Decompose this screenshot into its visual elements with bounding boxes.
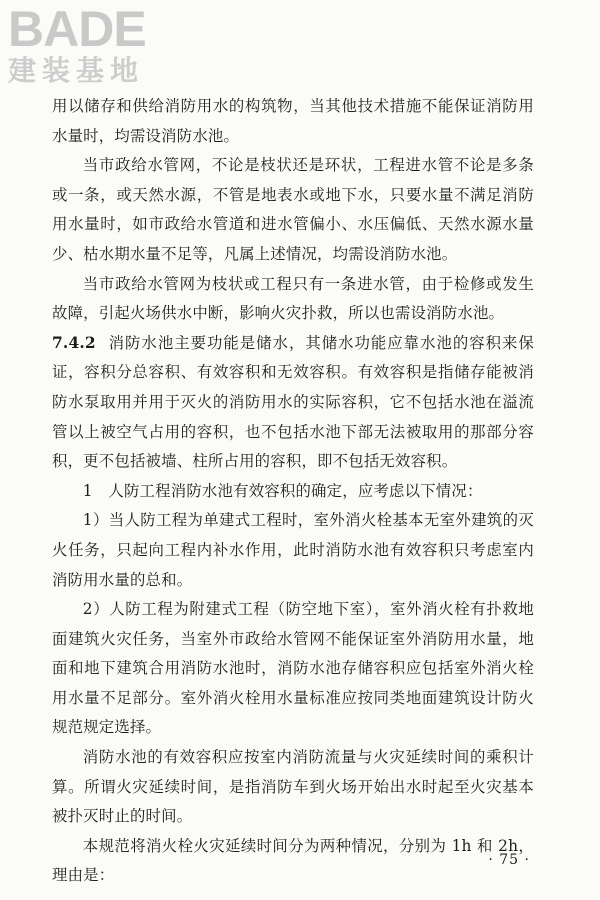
paragraph-continuation: 用以储存和供给消防用水的构筑物，当其他技术措施不能保证消防用水量时，均需设消防水池。 <box>52 97 534 145</box>
document-body <box>52 92 534 891</box>
paragraph-effective-volume: 消防水池的有效容积应按室内消防流量与火灾延续时间的乘积计算。所谓火灾延续时间，是指消防车到火场开始出水时起至火灾基本被扑灭时止的时间。 <box>52 748 534 826</box>
item-1-1: 1）当人防工程为单建式工程时，室外消火栓基本无室外建筑的灭火任务，只起向工程内补水作用，此时消防水池有效容积只考虑室内消防用水量的总和。 <box>52 511 534 589</box>
item-1: 1 人防工程消防水池有效容积的确定，应考虑以下情况： <box>82 481 483 500</box>
section-text: 消防水池主要功能是储水，其储水功能应靠水池的容积来保证，容积分总容积、有效容积和无效容积。有效容积是指储存能被消防水泵取用并用于灭火的消防用水的实际容积，它不包括水池在溢流管以上被空气占用的容积，也不包括水池下部无法被取用的那部分容积，更不包括被墙、柱所占用的容积，即不包括无效容积。 <box>52 333 534 471</box>
paragraph-duration: 本规范将消火栓火灾延续时间分为两种情况，分别为 1h 和 2h，理由是： <box>52 836 534 885</box>
paragraph-branch-network: 当市政给水管网为枝状或工程只有一条进水管，由于检修或发生故障，引起火场供水中断，影响火灾扑救，所以也需设消防水池。 <box>52 274 534 323</box>
section-7-4-2 <box>52 329 534 477</box>
logo-subtitle: 建装基地 <box>8 54 145 87</box>
bade-logo <box>8 2 146 86</box>
paragraph-municipal-network: 当市政给水管网，不论是枝状还是环状，工程进水管不论是多条或一条，或天然水源，不管是地表水或地下水，只要水量不满足消防用水量时，如市政给水管道和进水管偏小、水压偏低、天然水源水量少、枯水期水量不足等，凡属上述情况，均需设消防水池。 <box>52 156 534 263</box>
page-number: · 75 · <box>488 852 530 868</box>
section-number: 7.4.2 <box>52 333 96 352</box>
item-1-2: 2）人防工程为附建式工程（防空地下室），室外消火栓有扑救地面建筑火灾任务，当室外市政给水管网不能保证室外消防用水量，地面和地下建筑合用消防水池时，消防水池存储容积应包括室外消火栓用水量不足部分。室外消火栓用水量标准应按同类地面建筑设计防火规范规定选择。 <box>52 600 534 737</box>
logo-mark: BADE <box>8 1 146 57</box>
